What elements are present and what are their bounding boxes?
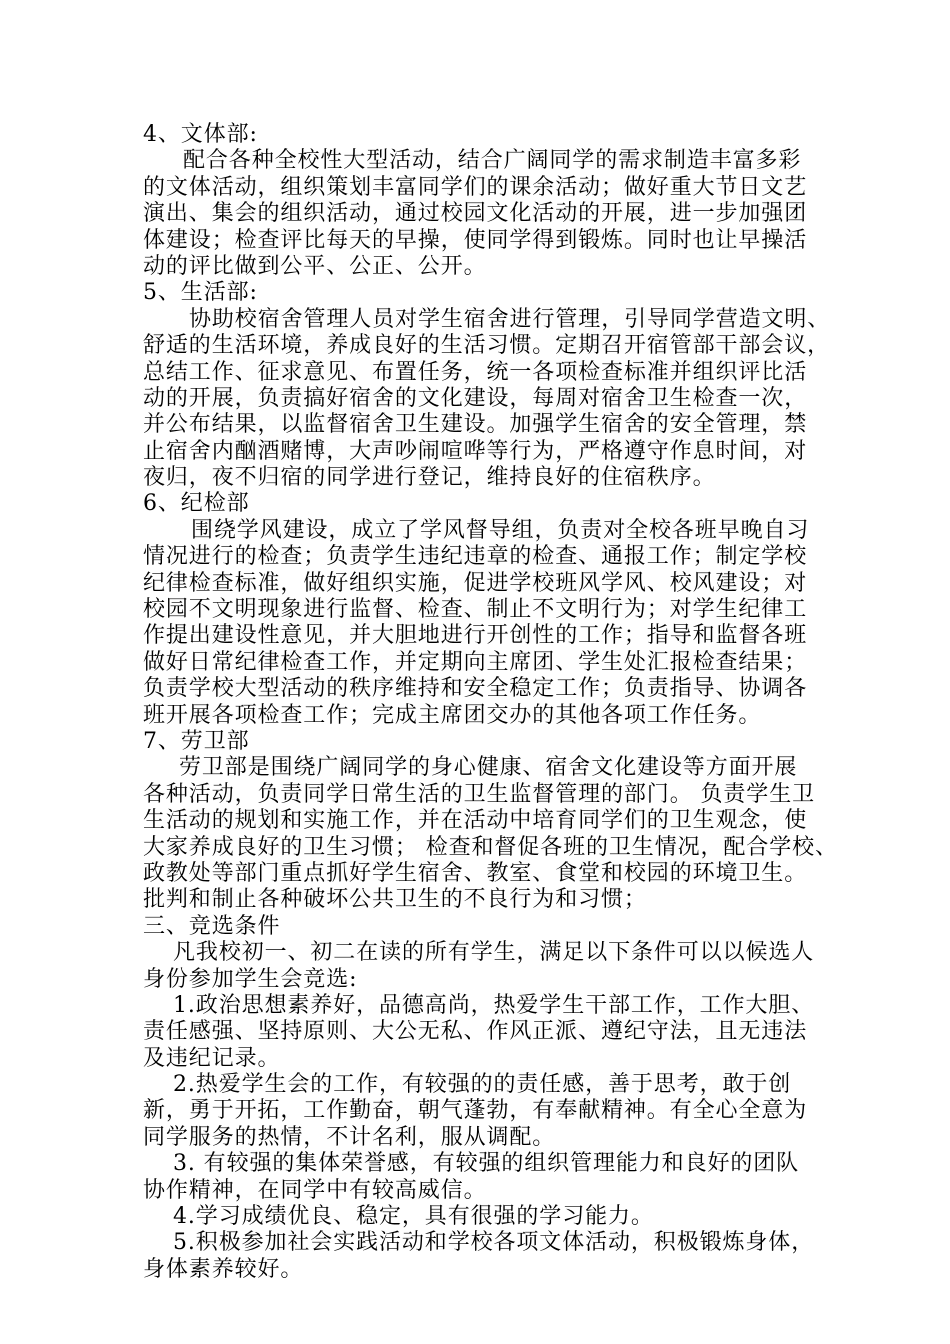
- paragraph-line: 新，勇于开拓，工作勤奋，朝气蓬勃，有奉献精神。有全心全意为: [143, 1098, 808, 1124]
- paragraph-line: 围绕学风建设，成立了学风督导组，负责对全校各班早晚自习: [191, 517, 810, 543]
- section-heading-shenghuo: 5、生活部:: [143, 280, 258, 306]
- paragraph-line: 纪律检查标准，做好组织实施，促进学校班风学风、校风建设；对: [143, 570, 808, 596]
- paragraph-line: 负责学校大型活动的秩序维持和安全稳定工作；负责指导、协调各: [143, 676, 808, 702]
- section-heading-conditions: 三、竞选条件: [143, 913, 281, 939]
- paragraph-line: 劳卫部是围绕广阔同学的身心健康、宿舍文化建设等方面开展: [179, 755, 798, 781]
- paragraph-line: 舒适的生活环境，养成良好的生活习惯。定期召开宿管部干部会议，: [143, 333, 831, 359]
- paragraph-line: 演出、集会的组织活动，通过校园文化活动的开展，进一步加强团: [143, 201, 808, 227]
- paragraph-line: 同学服务的热情，不计名利，服从调配。: [143, 1124, 556, 1150]
- condition-item-4: 4.学习成绩优良、稳定，具有很强的学习能力。: [173, 1204, 654, 1230]
- paragraph-line: 各种活动，负责同学日常生活的卫生监督管理的部门。 负责学生卫: [143, 781, 815, 807]
- condition-item-3: 3. 有较强的集体荣誉感，有较强的组织管理能力和良好的团队: [173, 1151, 800, 1177]
- paragraph-line: 凡我校初一、初二在读的所有学生，满足以下条件可以以候选人: [173, 940, 815, 966]
- paragraph-line: 协作精神，在同学中有较高威信。: [143, 1177, 487, 1203]
- paragraph-line: 生活动的规划和实施工作，并在活动中培育同学们的卫生观念，使: [143, 808, 808, 834]
- condition-item-2: 2.热爱学生会的工作，有较强的的责任感，善于思考，敢于创: [173, 1072, 792, 1098]
- condition-item-1: 1.政治思想素养好，品德高尚，热爱学生干部工作，工作大胆、: [173, 992, 815, 1018]
- paragraph-line: 及违纪记录。: [143, 1045, 281, 1071]
- paragraph-line: 作提出建设性意见，并大胆地进行开创性的工作；指导和监督各班: [143, 623, 808, 649]
- paragraph-line: 止宿舍内酗酒赌博，大声吵闹喧哗等行为，严格遵守作息时间，对: [143, 438, 808, 464]
- document-page: [143, 122, 838, 1283]
- paragraph-line: 做好日常纪律检查工作，并定期向主席团、学生处汇报检查结果；: [143, 649, 808, 675]
- paragraph-line: 责任感强、坚持原则、大公无私、作风正派、遵纪守法，且无违法: [143, 1019, 808, 1045]
- paragraph-line: 身份参加学生会竞选:: [143, 966, 358, 992]
- paragraph-line: 动的评比做到公平、公正、公开。: [143, 253, 487, 279]
- paragraph-line: 体建设；检查评比每天的早操，使同学得到锻炼。同时也让早操活: [143, 227, 808, 253]
- section-heading-wenti: 4、文体部:: [143, 122, 258, 147]
- paragraph-line: 批判和制止各种破坏公共卫生的不良行为和习惯；: [143, 887, 647, 913]
- paragraph-line: 身体素养较好。: [143, 1256, 304, 1282]
- paragraph-line: 并公布结果，以监督宿舍卫生建设。加强学生宿舍的安全管理，禁: [143, 412, 808, 438]
- paragraph-line: 政教处等部门重点抓好学生宿舍、教室、食堂和校园的环境卫生。: [143, 860, 808, 886]
- section-heading-laowei: 7、劳卫部: [143, 728, 250, 754]
- section-heading-jijian: 6、纪检部: [143, 491, 250, 517]
- paragraph-line: 大家养成良好的卫生习惯； 检查和督促各班的卫生情况，配合学校、: [143, 834, 838, 860]
- condition-item-5: 5.积极参加社会实践活动和学校各项文体活动，积极锻炼身体，: [173, 1230, 815, 1256]
- paragraph-line: 协助校宿舍管理人员对学生宿舍进行管理，引导同学营造文明、: [189, 306, 831, 332]
- paragraph-line: 配合各种全校性大型活动，结合广阔同学的需求制造丰富多彩: [183, 148, 802, 174]
- paragraph-line: 校园不文明现象进行监督、检查、制止不文明行为；对学生纪律工: [143, 597, 808, 623]
- paragraph-line: 情况进行的检查；负责学生违纪违章的检查、通报工作；制定学校: [143, 544, 808, 570]
- paragraph-line: 总结工作、征求意见、布置任务，统一各项检查标准并组织评比活: [143, 359, 808, 385]
- paragraph-line: 的文体活动，组织策划丰富同学们的课余活动；做好重大节日文艺: [143, 174, 808, 200]
- paragraph-line: 动的开展，负责搞好宿舍的文化建设，每周对宿舍卫生检查一次，: [143, 385, 808, 411]
- paragraph-line: 夜归，夜不归宿的同学进行登记，维持良好的住宿秩序。: [143, 465, 716, 491]
- paragraph-line: 班开展各项检查工作；完成主席团交办的其他各项工作任务。: [143, 702, 762, 728]
